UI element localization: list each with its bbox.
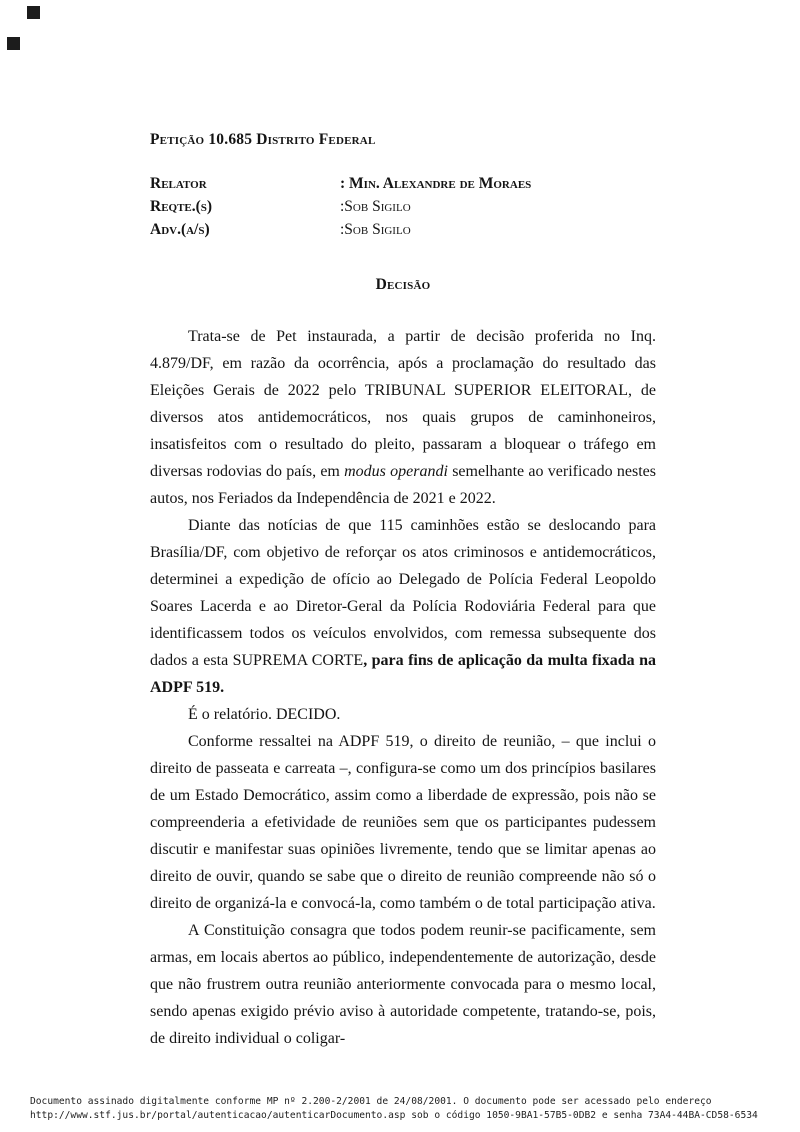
field-label-reqte: Reqte.(s)	[150, 198, 213, 215]
petition-title: Petição 10.685 Distrito Federal	[150, 131, 376, 148]
paragraph-2	[150, 512, 656, 701]
field-row-relator	[150, 172, 656, 195]
case-header-fields	[150, 172, 656, 241]
registration-mark-top	[27, 6, 40, 19]
paragraph-1	[150, 323, 656, 512]
field-value-reqte: :Sob Sigilo	[340, 198, 411, 215]
field-label-relator: Relator	[150, 175, 207, 192]
decision-heading: Decisão	[375, 276, 431, 293]
paragraph-5	[150, 917, 656, 1052]
field-value-relator: : Min. Alexandre de Moraes	[340, 175, 532, 192]
paragraph-2-bold-phrase: , para fins de aplicação da multa fixada na ADPF 519.	[150, 652, 656, 696]
paragraph-1-text: Trata-se de Pet instaurada, a partir de decisão proferida no Inq. 4.879/DF, em razão da ocorrência, após a proclamação do resultado das Eleições Gerais de 2022 pelo TRIBUNAL SUPERIOR ELEITORAL, de diversos atos antidemocráticos, nos quais grupos de caminhoneiros, insatisfeitos com o resultado do pleito, passaram a bloquear o tráfego em diversas rodovias do país, em	[150, 328, 656, 480]
field-label-adv: Adv.(a/s)	[150, 221, 210, 238]
paragraph-3	[150, 701, 656, 728]
paragraph-2-text: Diante das notícias de que 115 caminhões estão se deslocando para Brasília/DF, com objetivo de reforçar os atos criminosos e antidemocráticos, determinei a expedição de ofício ao Delegado de Polícia Federal Leopoldo Soares Lacerda e ao Diretor-Geral da Polícia Rodoviária Federal para que identificassem todos os veículos envolvidos, com remessa subsequente dos dados a esta SUPREMA CORTE	[150, 517, 656, 669]
registration-mark-left	[7, 37, 20, 50]
signature-footer-line-2: http://www.stf.jus.br/portal/autenticacao/autenticarDocumento.asp sob o código 1050-9BA1-57B5-0DB2 e senha 73A4-44BA-CD58-6534	[30, 1110, 758, 1121]
paragraph-4	[150, 728, 656, 917]
paragraph-1-text-end: semelhante ao verificado nestes autos, nos Feriados da Independência de 2021 e 2022.	[150, 463, 656, 507]
paragraph-3-text: É o relatório. DECIDO.	[188, 706, 341, 723]
document-body	[150, 323, 656, 1052]
field-row-adv	[150, 218, 656, 241]
paragraph-4-text: Conforme ressaltei na ADPF 519, o direito de reunião, – que inclui o direito de passeata e carreata –, configura-se como um dos princípios basilares de um Estado Democrático, assim como a liberdade de expressão, pois não se compreenderia a efetividade de reuniões sem que os participantes pudessem discutir e manifestar suas opiniões livremente, tendo que se limitar apenas ao direito de ouvir, quando se sabe que o direito de reunião compreende não só o direito de organizá-la e convocá-la, como também o de total participação ativa.	[150, 733, 656, 912]
field-value-adv: :Sob Sigilo	[340, 221, 411, 238]
document-content	[150, 131, 656, 1052]
signature-footer	[30, 1095, 758, 1123]
signature-footer-line-1: Documento assinado digitalmente conforme MP nº 2.200-2/2001 de 24/08/2001. O documento pode ser acessado pelo endereço	[30, 1096, 712, 1107]
field-row-reqte	[150, 195, 656, 218]
paragraph-5-text: A Constituição consagra que todos podem reunir-se pacificamente, sem armas, em locais abertos ao público, independentemente de autorização, desde que não frustrem outra reunião anteriormente convocada para o mesmo local, sendo apenas exigido prévio aviso à autoridade competente, tratando-se, pois, de direito individual o coligar-	[150, 922, 656, 1047]
paragraph-1-italic-phrase: modus operandi	[344, 463, 448, 480]
